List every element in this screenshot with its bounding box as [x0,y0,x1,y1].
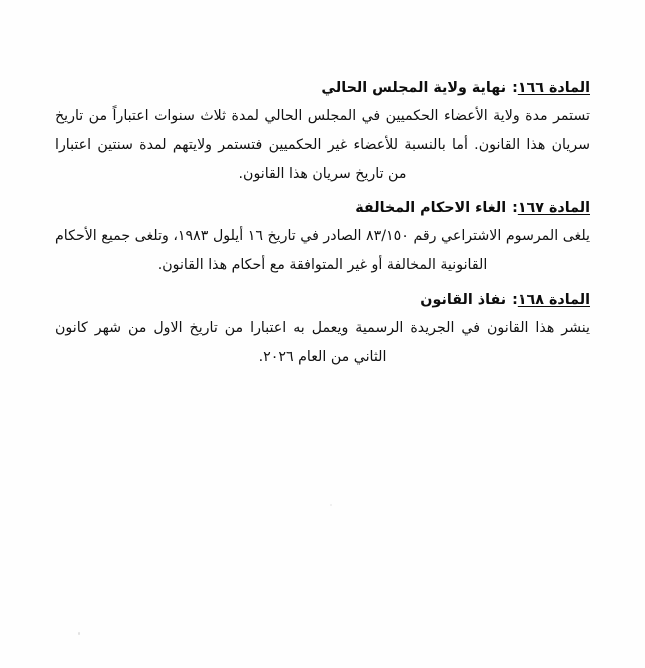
article-168-heading [55,286,590,314]
article-168-title: نفاذ القانون [420,291,507,308]
article-166-colon: : [512,80,518,96]
article-167-title: الغاء الاحكام المخالفة [355,200,507,217]
scan-speckle [330,504,332,506]
document-body [55,74,590,374]
scan-speckle [520,296,523,298]
article-168-number: المادة ١٦٨ [517,291,590,308]
article-167-colon: : [512,200,518,217]
article-167-number: المادة ١٦٧ [517,200,590,217]
scan-speckle [78,632,80,635]
article-166-heading [55,74,590,102]
article-167-body: يلغى المرسوم الاشتراعي رقم ٨٣/١٥٠ الصادر في تاريخ ١٦ أيلول ١٩٨٣، وتلغى جميع الأحكام القانونية المخالفة أو غير المتوافقة مع أحكام هذا القانون. [55,228,591,274]
article-166-title: نهاية ولاية المجلس الحالي [321,80,507,96]
page-bottom-margin [0,418,645,668]
article-166-body: تستمر مدة ولاية الأعضاء الحكميين في المجلس الحالي لمدة ثلاث سنوات اعتباراً من تاريخ سريان هذا القانون. أما بالنسبة للأعضاء غير الحكميين فتستمر ولايتهم لمدة سنتين اعتبارا من تاريخ سريان هذا القانون. [55,108,590,182]
article-168-body: ينشر هذا القانون في الجريدة الرسمية ويعمل به اعتبارا من تاريخ الاول من شهر كانون الثاني من العام ٢٠٢٦. [55,319,590,365]
article-167-heading [55,194,590,222]
article-168-colon: : [512,291,518,308]
article-166-number: المادة ١٦٦ [517,80,590,96]
article-166 [55,74,590,188]
article-167 [55,194,590,280]
article-168 [55,286,590,372]
